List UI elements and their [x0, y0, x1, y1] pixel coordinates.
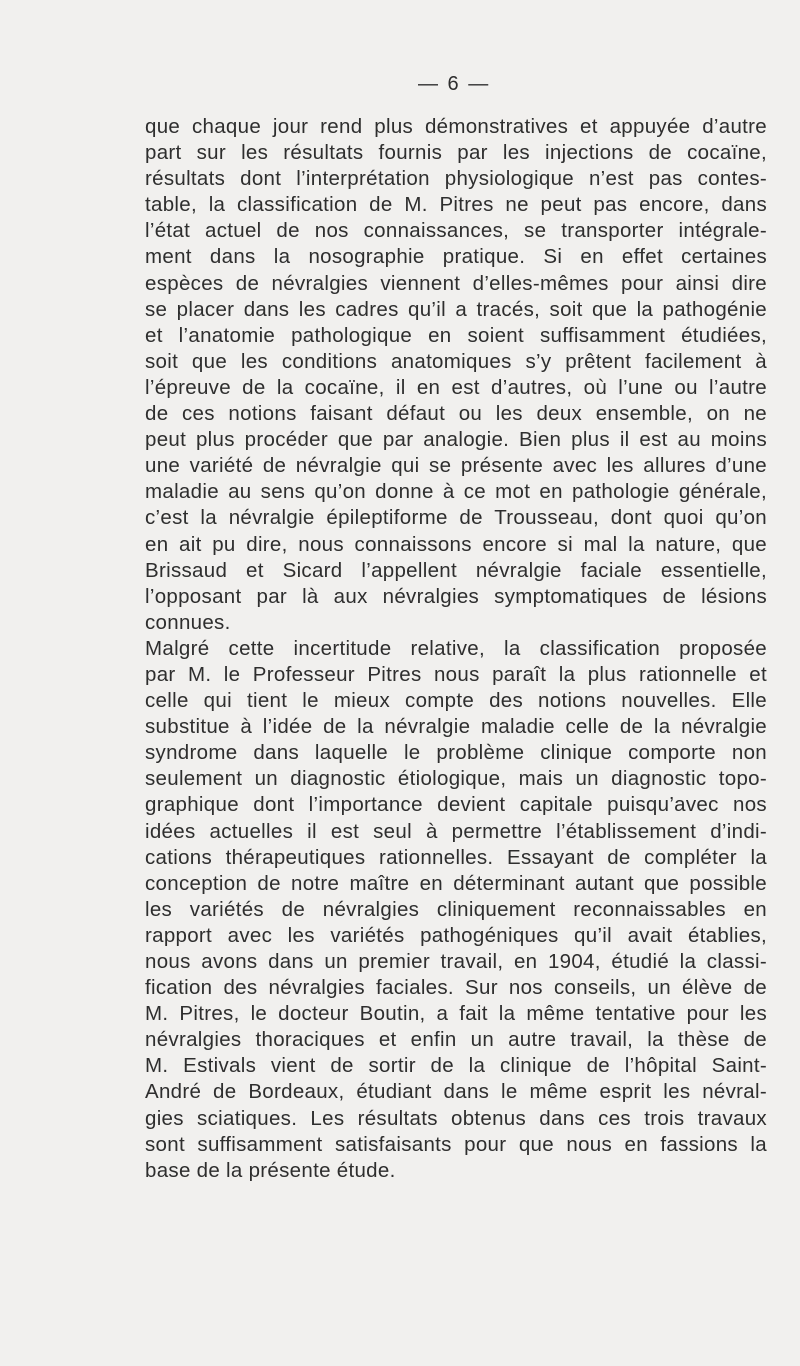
text-line: se placer dans les cadres qu’il a tracés, soit que la pathogénie: [145, 297, 767, 321]
text-line: André de Bordeaux, étudiant dans le même esprit les névral-: [145, 1080, 767, 1104]
text-line: peut plus procéder que par analogie. Bien plus il est au moins: [145, 428, 767, 452]
text-line: syndrome dans laquelle le problème clinique comporte non: [145, 741, 767, 765]
text-line: que chaque jour rend plus démonstratives et appuyée d’autre: [145, 115, 767, 138]
text-line: soit que les conditions anatomiques s’y prêtent facilement à: [145, 349, 767, 373]
page-number: — 6 —: [418, 73, 491, 95]
text-line: par M. le Professeur Pitres nous paraît la plus rationnelle et: [145, 662, 767, 686]
text-line: seulement un diagnostic étiologique, mais un diagnostic topo-: [145, 767, 767, 791]
body-text: [145, 114, 767, 1184]
text-line: substitue à l’idée de la névralgie maladie celle de la névralgie: [145, 715, 767, 739]
text-line: l’opposant par là aux névralgies symptomatiques de lésions: [145, 584, 767, 608]
text-line: de ces notions faisant défaut ou les deux ensemble, on ne: [145, 402, 767, 426]
text-line: gies sciatiques. Les résultats obtenus dans ces trois travaux: [145, 1106, 767, 1130]
text-line: M. Estivals vient de sortir de la clinique de l’hôpital Saint-: [145, 1054, 767, 1078]
text-line: les variétés de névralgies cliniquement reconnaissables en: [145, 897, 767, 921]
text-line: idées actuelles il est seul à permettre l’établissement d’indi-: [145, 819, 767, 843]
text-line: en ait pu dire, nous connaissons encore si mal la nature, que: [145, 532, 767, 556]
text-line: l’état actuel de nos connaissances, se transporter intégrale-: [145, 219, 767, 243]
text-line: part sur les résultats fournis par les injections de cocaïne,: [145, 141, 767, 165]
text-line: névralgies thoraciques et enfin un autre travail, la thèse de: [145, 1028, 767, 1052]
text-line: connues.: [145, 610, 231, 634]
text-line: c’est la névralgie épileptiforme de Trousseau, dont quoi qu’on: [145, 506, 767, 530]
text-line: M. Pitres, le docteur Boutin, a fait la même tentative pour les: [145, 1002, 767, 1026]
text-line: cations thérapeutiques rationnelles. Essayant de compléter la: [145, 845, 767, 869]
text-line: et l’anatomie pathologique en soient suffisamment étudiées,: [145, 323, 767, 347]
text-line: base de la présente étude.: [145, 1158, 396, 1182]
text-line: espèces de névralgies viennent d’elles-mêmes pour ainsi dire: [145, 271, 767, 295]
text-line: Malgré cette incertitude relative, la classification proposée: [145, 636, 767, 660]
text-line: table, la classification de M. Pitres ne peut pas encore, dans: [145, 193, 767, 217]
text-line: graphique dont l’importance devient capitale puisqu’avec nos: [145, 793, 767, 817]
text-line: résultats dont l’interprétation physiologique n’est pas contes-: [145, 167, 767, 191]
text-line: une variété de névralgie qui se présente avec les allures d’une: [145, 454, 767, 478]
text-line: fication des névralgies faciales. Sur nos conseils, un élève de: [145, 976, 767, 1000]
text-line: sont suffisamment satisfaisants pour que nous en fassions la: [145, 1132, 767, 1156]
text-line: conception de notre maître en déterminant autant que possible: [145, 871, 767, 895]
text-line: nous avons dans un premier travail, en 1904, étudié la classi-: [145, 950, 767, 973]
text-line: maladie au sens qu’on donne à ce mot en pathologie générale,: [145, 480, 767, 504]
text-line: l’épreuve de la cocaïne, il en est d’autres, où l’une ou l’autre: [145, 375, 767, 399]
text-line: ment dans la nosographie pratique. Si en effet certaines: [145, 245, 767, 269]
text-line: celle qui tient le mieux compte des notions nouvelles. Elle: [145, 689, 767, 713]
text-line: Brissaud et Sicard l’appellent névralgie faciale essentielle,: [145, 558, 767, 582]
text-line: rapport avec les variétés pathogéniques qu’il avait établies,: [145, 923, 767, 947]
